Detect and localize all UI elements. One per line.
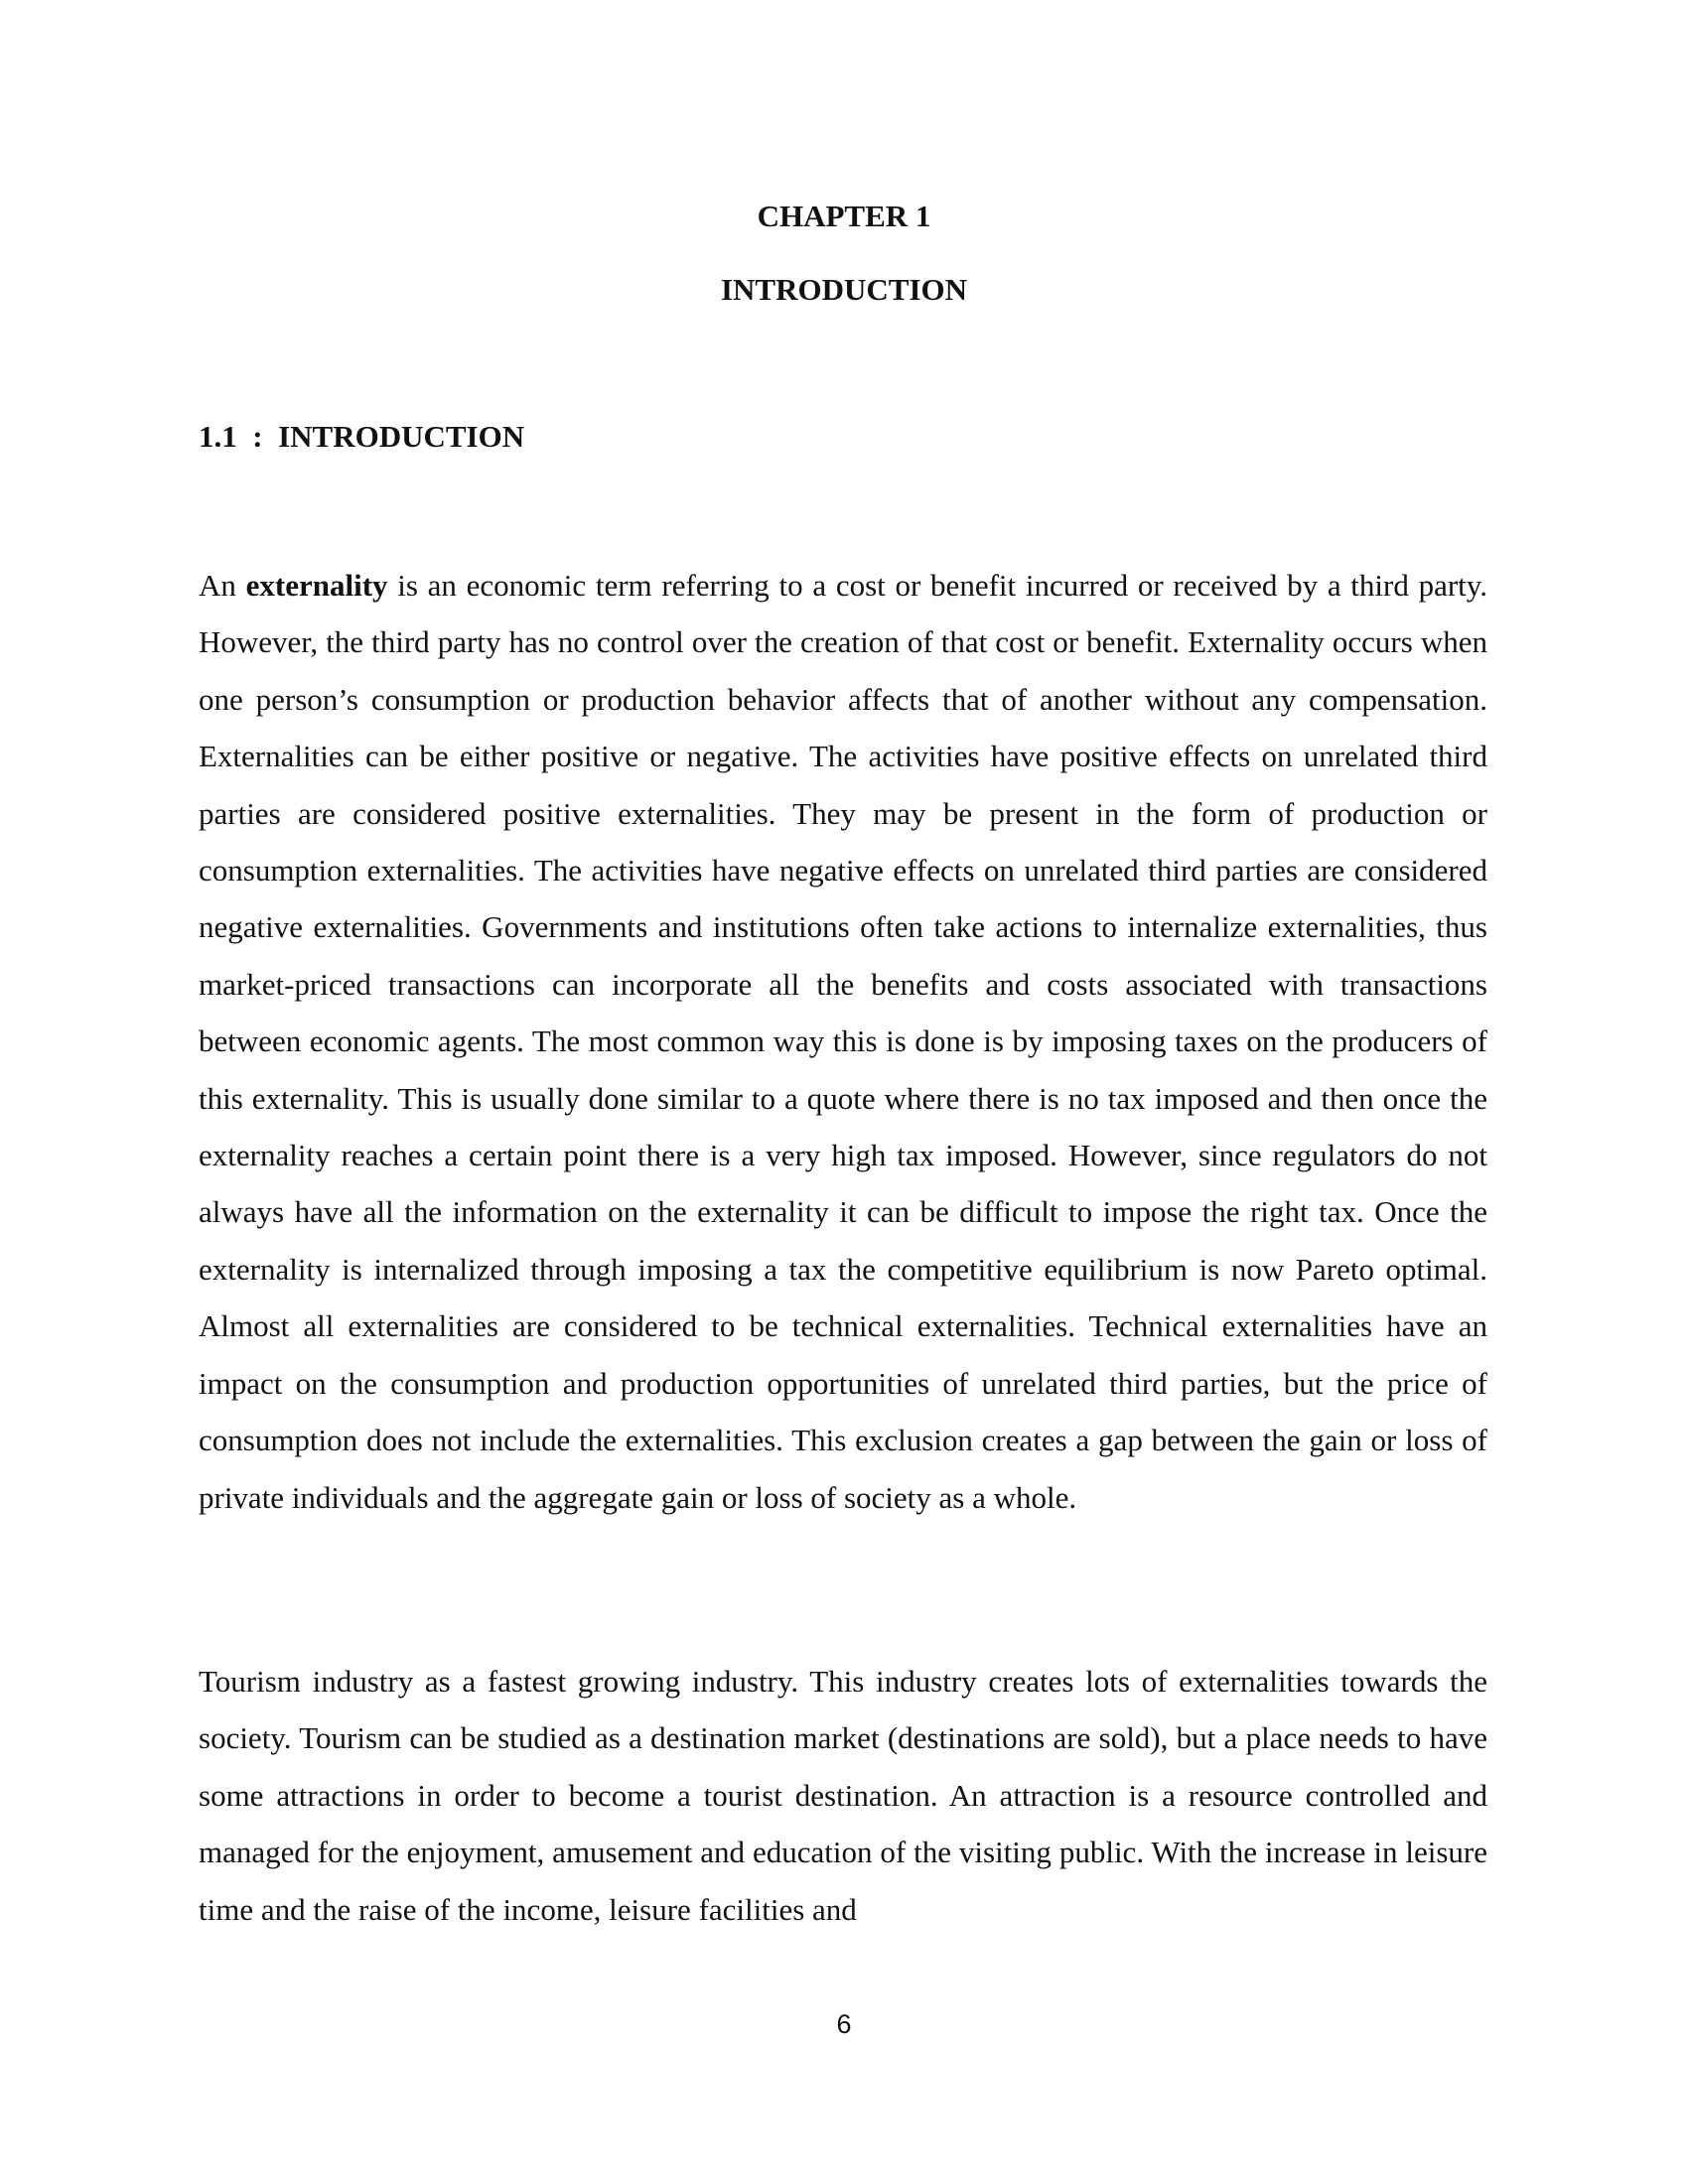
paragraph-text: Tourism industry as a fastest growing industry. This industry creates lots of externalities towards the society. Tourism can be studied as a destination market (destinations are sold), but a place needs to have some attractions in order to become a tourist destination. An attraction is a resource controlled and managed for the enjoyment, amusement and education of the visiting public. With the increase in leisure time and the raise of the income, leisure facilities and: [199, 1664, 1487, 1927]
bold-term-externality: externality: [245, 568, 388, 603]
section-heading: 1.1 : INTRODUCTION: [199, 419, 525, 454]
paragraph-lead: An: [199, 568, 246, 603]
chapter-title: INTRODUCTION: [720, 272, 968, 307]
paragraph-externality: [199, 557, 1487, 1526]
paragraph-tourism: [199, 1653, 1487, 1938]
chapter-label: CHAPTER 1: [757, 199, 931, 233]
page-number: 6: [836, 2009, 852, 2039]
paragraph-text: is an economic term referring to a cost or benefit incurred or received by a third party. However, the third party has no control over the creation of that cost or benefit. Externality occurs when one person’s consumption or production behavior affects that of another without any compensation. Externalities can be either positive or negative. The activities have positive effects on unrelated third parties are considered positive externalities. They may be present in the form of production or consumption externalities. The activities have negative effects on unrelated third parties are considered negative externalities. Governments and institutions often take actions to internalize externalities, thus market-priced transactions can incorporate all the benefits and costs associated with transactions between economic agents. The most common way this is done is by imposing taxes on the producers of this externality. This is usually done similar to a quote where there is no tax imposed and then once the externality reaches a certain point there is a very high tax imposed. However, since regulators do not always have all the information on the externality it can be difficult to impose the right tax. Once the externality is internalized through imposing a tax the competitive equilibrium is now Pareto optimal. Almost all externalities are considered to be technical externalities. Technical externalities have an impact on the consumption and production opportunities of unrelated third parties, but the price of consumption does not include the externalities. This exclusion creates a gap between the gain or loss of private individuals and the aggregate gain or loss of society as a whole.: [199, 568, 1488, 1515]
